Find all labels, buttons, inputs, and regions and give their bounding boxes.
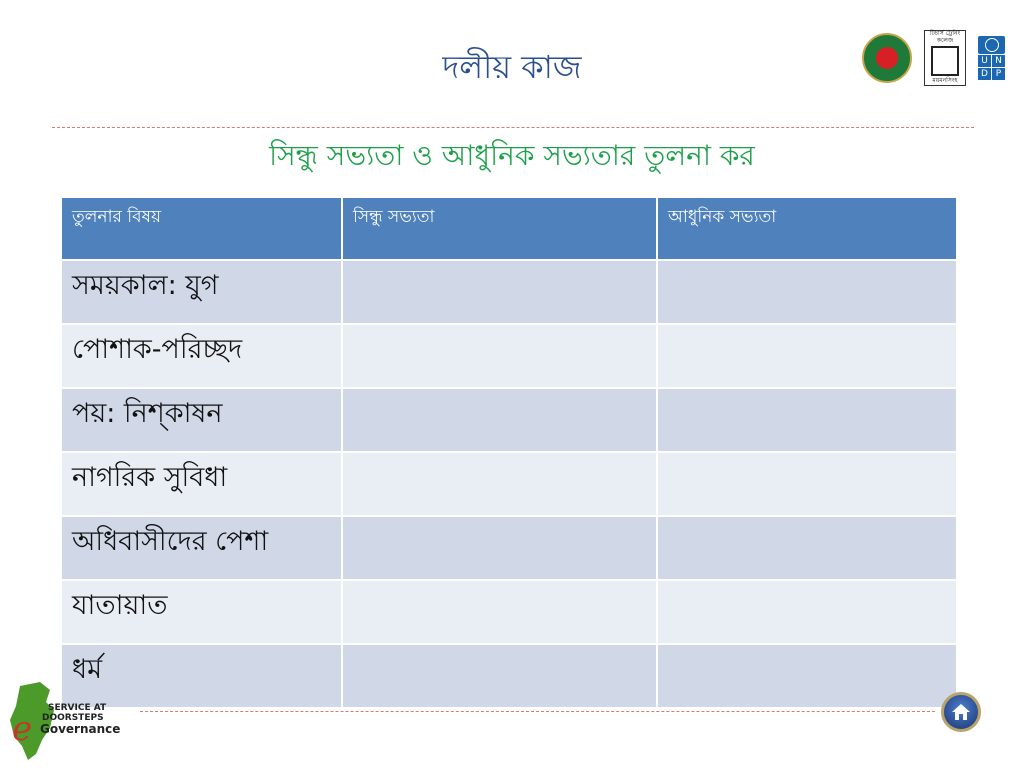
row-topic: অধিবাসীদের পেশা xyxy=(61,516,342,580)
slide-title: দলীয় কাজ xyxy=(442,48,582,86)
table-row xyxy=(61,388,957,452)
undp-letter: N xyxy=(992,55,1005,67)
modern-cell[interactable] xyxy=(657,644,957,708)
college-logo-city: ময়মনসিংহ xyxy=(932,77,958,85)
undp-letter: U xyxy=(978,55,991,67)
modern-cell[interactable] xyxy=(657,324,957,388)
indus-cell[interactable] xyxy=(342,388,657,452)
modern-cell[interactable] xyxy=(657,260,957,324)
header-logos xyxy=(862,30,1004,86)
row-topic: সময়কাল: যুগ xyxy=(61,260,342,324)
table-row xyxy=(61,260,957,324)
top-divider xyxy=(52,127,974,128)
row-topic: যাতায়াত xyxy=(61,580,342,644)
home-icon xyxy=(950,702,972,722)
indus-cell[interactable] xyxy=(342,452,657,516)
header-modern: আধুনিক সভ্যতা xyxy=(657,197,957,260)
indus-cell[interactable] xyxy=(342,516,657,580)
row-topic: পয়: নিশ্কাষন xyxy=(61,388,342,452)
table-row xyxy=(61,644,957,708)
svg-text:e: e xyxy=(12,709,33,749)
comparison-table xyxy=(60,196,958,709)
indus-cell[interactable] xyxy=(342,580,657,644)
indus-cell[interactable] xyxy=(342,260,657,324)
modern-cell[interactable] xyxy=(657,580,957,644)
indus-cell[interactable] xyxy=(342,644,657,708)
bottom-divider xyxy=(140,711,935,712)
table-row xyxy=(61,324,957,388)
row-topic: পোশাক-পরিচ্ছদ xyxy=(61,324,342,388)
row-topic: ধর্ম xyxy=(61,644,342,708)
college-logo-text: টিচার্স ট্রেনিং কলেজ xyxy=(929,30,961,44)
modern-cell[interactable] xyxy=(657,388,957,452)
egov-line1: SERVICE AT xyxy=(48,703,107,713)
teachers-college-logo xyxy=(924,30,966,86)
e-governance-logo xyxy=(6,680,141,762)
table-row xyxy=(61,580,957,644)
header-indus: সিন্ধু সভ্যতা xyxy=(342,197,657,260)
slide-subtitle: সিন্ধু সভ্যতা ও আধুনিক সভ্যতার তুলনা কর xyxy=(269,139,755,172)
home-button[interactable] xyxy=(941,692,981,732)
undp-logo xyxy=(978,36,1004,80)
header-topic: তুলনার বিষয় xyxy=(61,197,342,260)
modern-cell[interactable] xyxy=(657,516,957,580)
egov-line2: DOORSTEPS xyxy=(42,713,104,723)
egov-line3: Governance xyxy=(40,722,121,736)
row-topic: নাগরিক সুবিধা xyxy=(61,452,342,516)
bangladesh-govt-logo xyxy=(862,33,912,83)
modern-cell[interactable] xyxy=(657,452,957,516)
undp-letter: P xyxy=(992,68,1005,80)
table-row xyxy=(61,452,957,516)
table-header-row xyxy=(61,197,957,260)
indus-cell[interactable] xyxy=(342,324,657,388)
table-row xyxy=(61,516,957,580)
undp-letter: D xyxy=(978,68,991,80)
un-globe-icon xyxy=(978,36,1005,54)
